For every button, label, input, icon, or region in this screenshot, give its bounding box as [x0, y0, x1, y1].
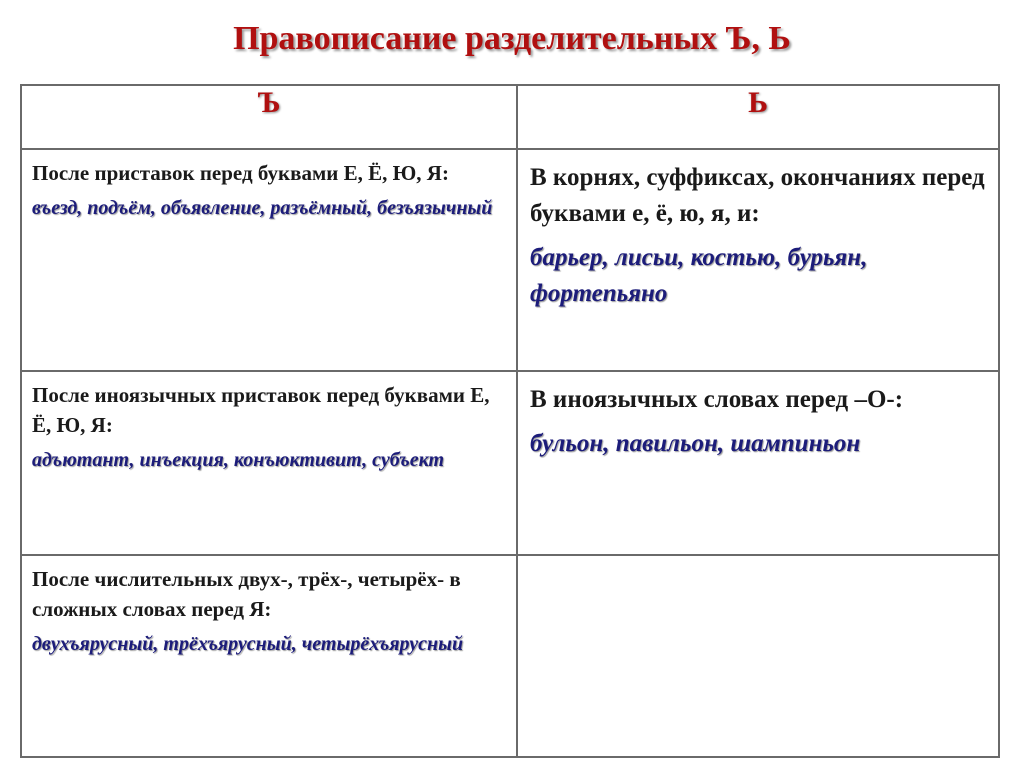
rule-text: После числительных двух-, трёх-, четырёх- в сложных словах перед Я:: [32, 567, 461, 621]
rule-text: В корнях, суффиксах, окончаниях перед буквами е, ё, ю, я, и:: [530, 164, 985, 227]
table-cell-hard-sign: [21, 371, 517, 555]
table-cell-soft-sign: [517, 371, 999, 555]
table-cell-soft-sign: [517, 149, 999, 371]
example-words: барьер, лисьи, костью, бурьян, фортепьяно: [530, 244, 868, 307]
column-header-hard-sign: Ъ: [21, 85, 517, 149]
table-row: [21, 555, 999, 757]
rule-text: В иноязычных словах перед –О-:: [530, 386, 904, 413]
table-cell-empty: [517, 555, 999, 757]
table-cell-hard-sign: [21, 555, 517, 757]
rule-text: После иноязычных приставок перед буквами Е, Ё, Ю, Я:: [32, 383, 490, 437]
example-words: въезд, подъём, объявление, разъёмный, безъязычный: [32, 197, 493, 219]
example-words: двухъярусный, трёхъярусный, четырёхъярусный: [32, 633, 464, 655]
table-row: [21, 371, 999, 555]
example-words: бульон, павильон, шампиньон: [530, 430, 861, 457]
table-row: [21, 149, 999, 371]
rule-text: После приставок перед буквами Е, Ё, Ю, Я:: [32, 161, 449, 185]
page-title: Правописание разделительных Ъ, Ь: [233, 20, 791, 57]
column-header-soft-sign: Ь: [517, 85, 999, 149]
spelling-rules-table: [20, 84, 1000, 758]
table-header-row: [21, 85, 999, 149]
table-cell-hard-sign: [21, 149, 517, 371]
example-words: адъютант, инъекция, конъюктивит, субъект: [32, 449, 445, 471]
